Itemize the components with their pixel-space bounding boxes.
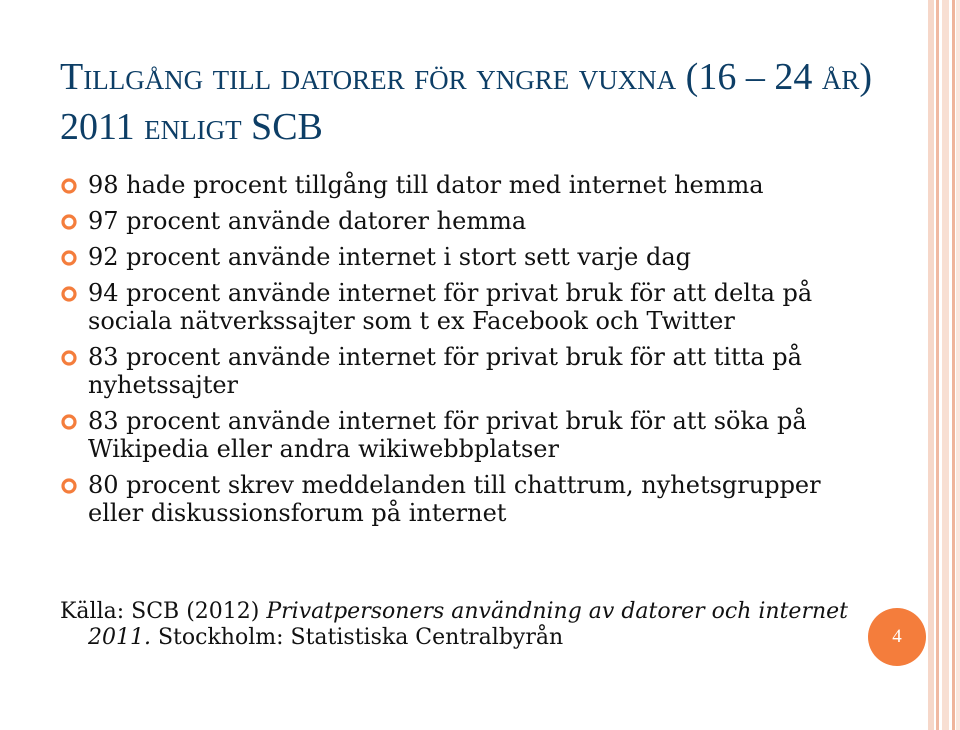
bullet-item (60, 171, 860, 199)
bullet-circle-icon (60, 285, 78, 303)
edge-stripe (928, 0, 934, 730)
page-number-badge: 4 (868, 608, 926, 666)
bullet-item (60, 279, 860, 335)
bullet-text: 83 procent använde internet för privat bruk för att söka på Wikipedia eller andra wikiwebbplatser (88, 407, 807, 463)
bullet-text: 98 hade procent tillgång till dator med internet hemma (88, 171, 764, 199)
bullet-text: 94 procent använde internet för privat bruk för att delta på sociala nätverkssajter som t ex Facebook och Twitter (88, 279, 813, 335)
edge-stripe (936, 0, 939, 730)
bullet-text: 80 procent skrev meddelanden till chattrum, nyhetsgrupper eller diskussionsforum på internet (88, 471, 821, 527)
bullet-circle-icon (60, 477, 78, 495)
source-suffix: Stockholm: Statistiska Centralbyrån (150, 625, 564, 650)
bullet-circle-icon (60, 177, 78, 195)
edge-stripe (956, 0, 960, 730)
edge-stripe (942, 0, 949, 730)
edge-stripe (952, 0, 955, 730)
bullet-circle-icon (60, 349, 78, 367)
bullet-text: 92 procent använde internet i stort sett varje dag (88, 243, 692, 271)
bullet-item (60, 407, 860, 463)
slide-title: Tillgång till datorer för yngre vuxna (16 – 24 år) 2011 enligt SCB (60, 56, 872, 148)
bullet-item (60, 343, 860, 399)
bullet-circle-icon (60, 213, 78, 231)
decorative-edge-stripes (928, 0, 960, 730)
bullet-item (60, 471, 860, 527)
bullet-text: 83 procent använde internet för privat bruk för att titta på nyhetssajter (88, 343, 802, 399)
bullet-text: 97 procent använde datorer hemma (88, 207, 527, 235)
source-title: Privatpersoners användning av datorer och internet 2011. (88, 599, 848, 650)
bullet-circle-icon (60, 413, 78, 431)
bullet-list (60, 171, 860, 535)
bullet-circle-icon (60, 249, 78, 267)
source-prefix: Källa: SCB (2012) (60, 599, 267, 624)
bullet-item (60, 207, 860, 235)
source-citation (60, 599, 868, 651)
bullet-item (60, 243, 860, 271)
